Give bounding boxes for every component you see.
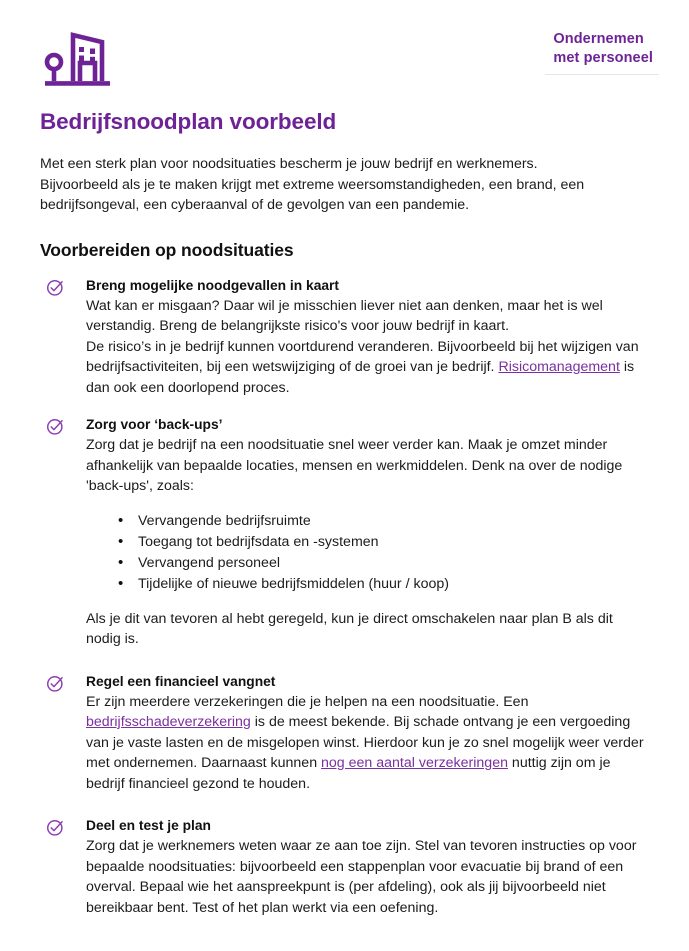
check-circle-icon (46, 278, 65, 297)
backup-options-list (86, 511, 649, 595)
checklist-item-1-text-after-link: is dan ook een doorlopend proces. (86, 359, 635, 396)
page-title: Bedrijfsnoodplan voorbeeld (40, 109, 337, 134)
link-risicomanagement[interactable]: Risicomanagement (498, 359, 620, 375)
checklist (0, 276, 689, 919)
checklist-item-1-paragraph-2 (86, 337, 649, 399)
checklist-item-2-closing-paragraph: Als je dit van tevoren al hebt geregeld, kun je direct omschakelen naar plan B als dit nodig is. (86, 610, 613, 647)
office-building-icon (40, 26, 118, 88)
brand-wordmark-line-1: Ondernemen (553, 31, 644, 47)
intro-line-1: Met een sterk plan voor noodsituaties bescherm je jouw bedrijf en werknemers. (40, 156, 538, 172)
checklist-item-4 (46, 816, 649, 918)
checklist-item-3-text-2: is de meest bekende. Bij schade ontvang je een vergoeding van je vaste lasten en de misgelopen winst. Hierdoor kun je zo snel mogelijk weer verder met ondernemen. Daarnaast kunnen (86, 714, 644, 771)
checklist-item-4-paragraph-1: Zorg dat je werknemers weten waar ze aan toe zijn. Stel van tevoren instructies op voor bepaalde noodsituaties: bijvoorbeeld een stappenplan voor evacuatie bij brand of een overval. Bepaal wie het aanspreekpunt is (per afdeling), ook als jij bijvoorbeeld niet bereikbaar bent. Test of het plan werkt via een oefening. (86, 838, 637, 916)
brand-wordmark (545, 30, 659, 75)
check-circle-icon (46, 818, 65, 837)
checklist-item-1-paragraph-1: Wat kan er misgaan? Daar wil je misschien liever niet aan denken, maar het is wel verstandig. Breng de belangrijkste risico's voor jouw bedrijf in kaart. (86, 297, 603, 334)
checklist-item-1-title: Breng mogelijke noodgevallen in kaart (86, 277, 340, 293)
checklist-item-1 (46, 276, 649, 399)
intro-line-2: Bijvoorbeeld als je te maken krijgt met extreme weersomstandigheden, een brand, een (40, 176, 585, 193)
document-header (0, 0, 689, 100)
checklist-item-3-text-3: nuttig zijn om je bedrijf financieel gezond te houden. (86, 755, 611, 792)
checklist-item-3-text-1: Er zijn meerdere verzekeringen die je helpen na een noodsituatie. Een (86, 693, 529, 710)
checklist-item-4-title: Deel en test je plan (86, 818, 211, 833)
list-item: • Tijdelijke of nieuwe bedrijfsmiddelen (huur / koop) (138, 574, 649, 595)
list-item: • Vervangende bedrijfsruimte (138, 511, 649, 532)
check-circle-icon (46, 674, 65, 693)
brand-wordmark-line-2: met personeel (553, 50, 653, 66)
list-item: • Vervangend personeel (138, 553, 649, 574)
intro-paragraph (0, 154, 689, 216)
checklist-item-2-paragraph-1: Zorg dat je bedrijf na een noodsituatie snel weer verder kan. Maak je omzet minder afhankelijk van bepaalde locaties, mensen en werkmiddelen. Denk na over de nodige 'back-ups', zoals: (86, 437, 623, 494)
link-nog-een-aantal-verzekeringen[interactable]: nog een aantal verzekeringen (321, 755, 508, 771)
checklist-item-3-title: Regel een financieel vangnet (86, 673, 276, 689)
link-bedrijfsschadeverzekering[interactable]: bedrijfsschadeverzekering (86, 714, 251, 730)
checklist-item-3 (46, 672, 649, 795)
checklist-item-2-title: Zorg voor ‘back-ups’ (86, 417, 223, 432)
list-item: • Toegang tot bedrijfsdata en -systemen (138, 532, 649, 553)
check-circle-icon (46, 417, 65, 436)
checklist-item-2 (46, 415, 649, 650)
section-title: Voorbereiden op noodsituaties (40, 239, 294, 260)
intro-line-3: bedrijfsongeval, een cyberaanval of de gevolgen van een pandemie. (40, 197, 470, 213)
checklist-item-1-text-before-link: De risico’s in je bedrijf kunnen voortdurend veranderen. Bijvoorbeeld bij het wijzigen van bedrijfsactiviteiten, bij een wetswijziging of de groei van je bedrijf. (86, 338, 639, 375)
checklist-item-3-paragraph-1 (86, 692, 649, 795)
